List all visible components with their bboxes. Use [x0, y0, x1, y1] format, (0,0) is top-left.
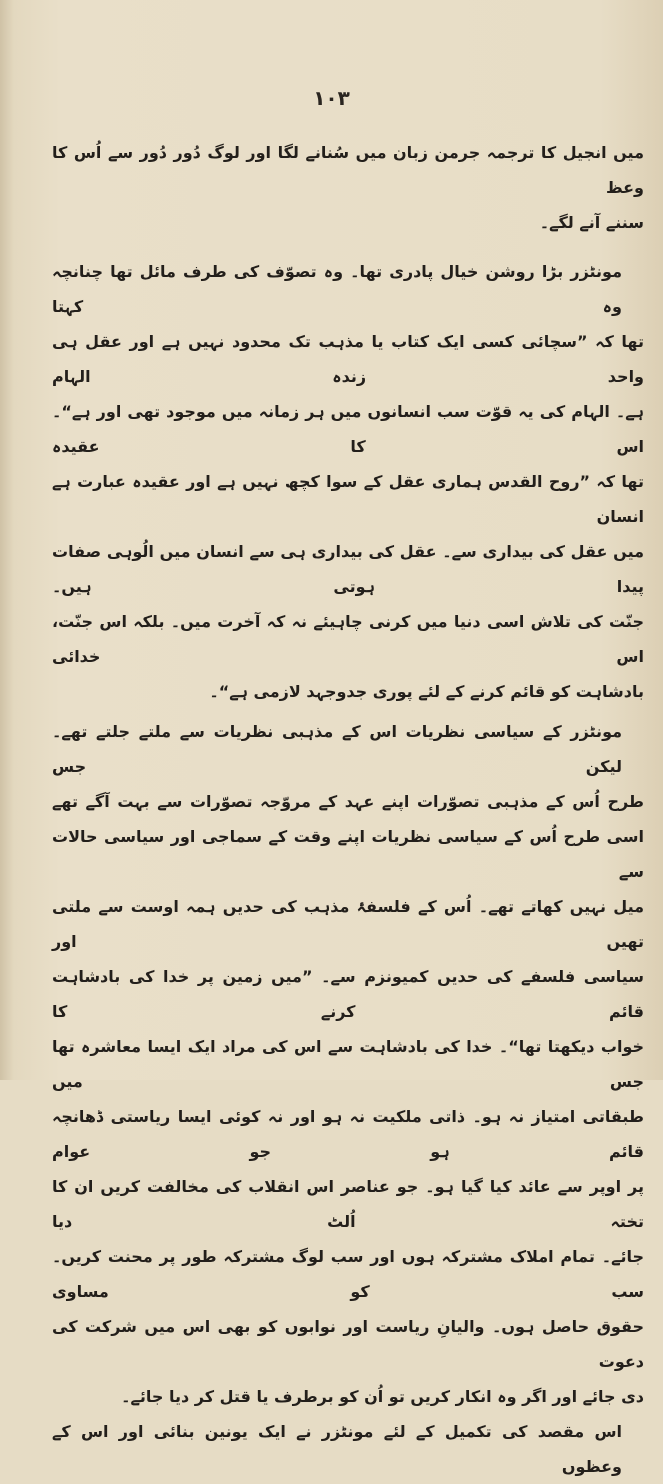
text-line: جائے۔ تمام املاک مشترکہ ہوں اور سب لوگ مشترکہ طور پر محنت کریں۔ سب کو مساوی: [52, 1247, 644, 1301]
text-line: میں انجیل کا ترجمہ جرمن زبان میں سُنانے لگا اور لوگ دُور دُور سے اُس کا وعظ: [52, 143, 644, 197]
text-line: میں عقل کی بیداری سے۔ عقل کی بیداری ہی سے انسان میں الُوہی صفات پیدا ہوتی ہیں۔: [52, 542, 644, 596]
text-line: دی جائے اور اگر وہ انکار کریں تو اُن کو برطرف یا قتل کر دیا جائے۔: [121, 1387, 644, 1406]
text-line: جنّت کی تلاش اسی دنیا میں کرنی چاہیئے نہ کہ آخرت میں۔ بلکہ اس جنّت، اس خدائی: [52, 612, 644, 666]
paragraph-start-line: اس مقصد کی تکمیل کے لئے مونٹزر نے ایک یونین بنائی اور اس کے وعظوں: [52, 1422, 622, 1476]
paragraph-start-line: مونٹزر بڑا روشن خیال پادری تھا۔ وہ تصوّف کی طرف مائل تھا چنانچہ وہ کہتا: [52, 262, 622, 316]
text-line: بادشاہت کو قائم کرنے کے لئے پوری جدوجہد لازمی ہے“۔: [209, 682, 644, 701]
text-line: طبقاتی امتیاز نہ ہو۔ ذاتی ملکیت نہ ہو اور نہ کوئی ایسا ریاستی ڈھانچہ قائم ہو جو عوام: [52, 1107, 644, 1161]
text-line: میل نہیں کھاتے تھے۔ اُس کے فلسفۂ مذہب کی حدیں ہمہ اوست سے ملتی تھیں اور: [52, 897, 644, 951]
text-line: پر اوپر سے عائد کیا گیا ہو۔ جو عناصر اس انقلاب کی مخالفت کریں ان کا تختہ اُلٹ دیا: [52, 1177, 644, 1231]
text-line: خواب دیکھتا تھا“۔ خدا کی بادشاہت سے اس کی مراد ایک ایسا معاشرہ تھا جس میں: [52, 1037, 644, 1091]
text-line: تھا کہ ”روح القدس ہماری عقل کے سوا کچھ نہیں ہے اور عقیدہ عبارت ہے انسان: [52, 472, 644, 526]
text-line: تھا کہ ”سچائی کسی ایک کتاب یا مذہب تک محدود نہیں ہے اور عقل ہی واحد زندہ الہام: [52, 332, 644, 386]
text-line: سننے آنے لگے۔: [539, 213, 644, 232]
page-body-text: [52, 135, 644, 1484]
text-line: حقوق حاصل ہوں۔ والیانِ ریاست اور نوابوں کو بھی اس میں شرکت کی دعوت: [52, 1317, 644, 1371]
text-line: اسی طرح اُس کے سیاسی نظریات اپنے وقت کے سماجی اور سیاسی حالات سے: [52, 827, 644, 881]
text-line: طرح اُس کے مذہبی تصوّرات اپنے عہد کے مروّجہ تصوّرات سے بہت آگے تھے: [52, 792, 644, 811]
paragraph-start-line: مونٹزر کے سیاسی نظریات اس کے مذہبی نظریات سے ملتے جلتے تھے۔ لیکن جس: [52, 722, 622, 776]
text-line: سیاسی فلسفے کی حدیں کمیونزم سے۔ ”میں زمین پر خدا کی بادشاہت قائم کرنے کا: [52, 967, 644, 1021]
page-number: ۱۰۳: [313, 86, 350, 110]
text-line: ہے۔ الہام کی یہ قوّت سب انسانوں میں ہر زمانہ میں موجود تھی اور ہے“۔ اس کا عقیدہ: [52, 402, 644, 456]
